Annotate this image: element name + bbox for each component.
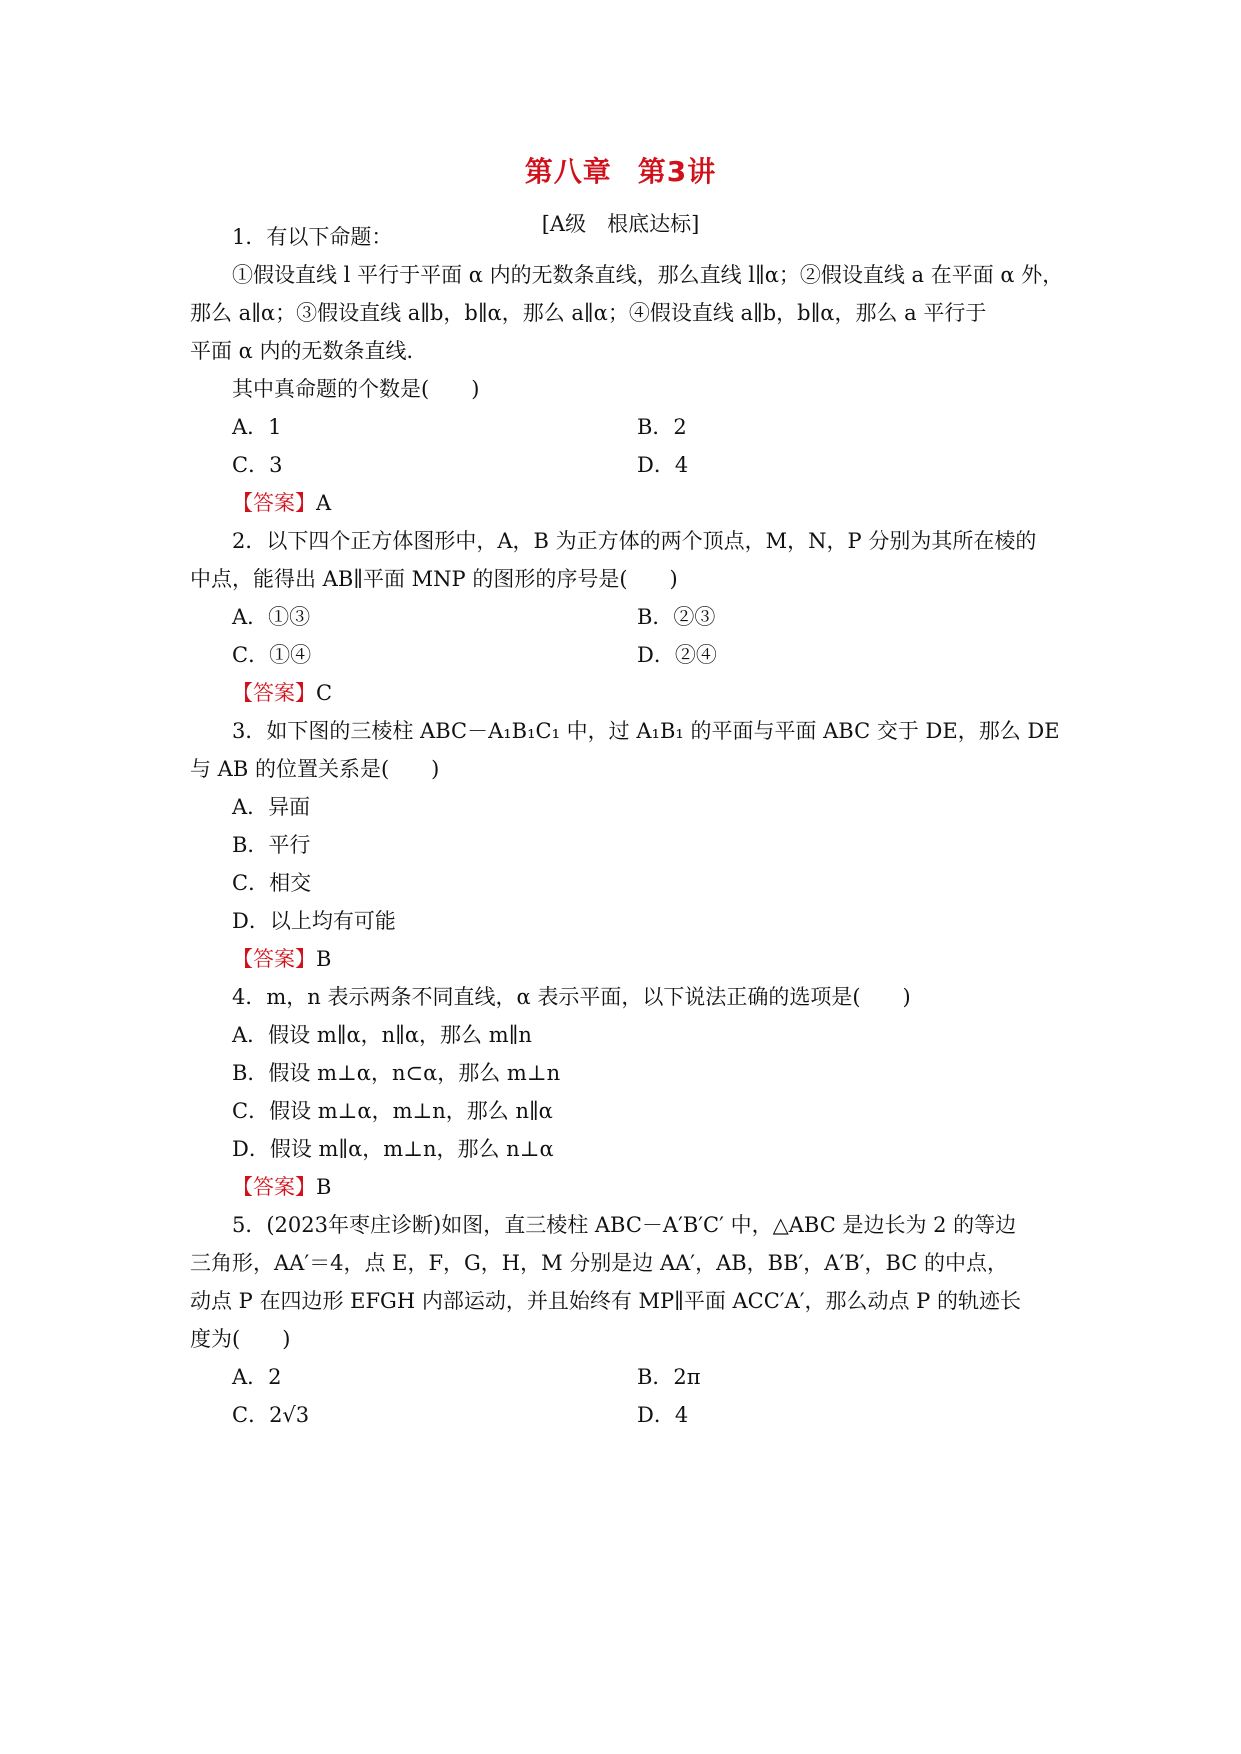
lecture-label: 第3讲 xyxy=(637,155,717,188)
q2-option-a: A．①③ xyxy=(232,605,311,629)
q5-option-b: B．2π xyxy=(637,1365,701,1389)
level-heading: [A级 根底达标] xyxy=(541,212,700,236)
q2-option-b: B．②③ xyxy=(637,605,716,629)
q2-option-d: D．②④ xyxy=(637,643,717,667)
q1-option-c: C．3 xyxy=(232,453,283,477)
q1-ask: 其中真命题的个数是( ) xyxy=(232,377,480,401)
q4-option-a: A．假设 m∥α，n∥α，那么 m∥n xyxy=(232,1023,532,1047)
q4-option-c: C．假设 m⊥α，m⊥n，那么 n∥α xyxy=(232,1099,553,1123)
q2-line2: 中点，能得出 AB∥平面 MNP 的图形的序号是( ) xyxy=(190,567,678,591)
chapter-label: 第八章 xyxy=(524,155,612,188)
q4-answer xyxy=(232,1172,331,1202)
q1-answer xyxy=(232,488,331,518)
q3-option-c: C．相交 xyxy=(232,871,312,895)
answer-tag: 【答案】 xyxy=(232,947,316,971)
q4-line1: 4．m，n 表示两条不同直线，α 表示平面，以下说法正确的选项是( ) xyxy=(232,985,911,1009)
q5-option-d: D．4 xyxy=(637,1403,689,1427)
q5-option-c: C．2√3 xyxy=(232,1403,310,1427)
q3-answer xyxy=(232,944,331,974)
q4-option-b: B．假设 m⊥α，n⊂α，那么 m⊥n xyxy=(232,1061,561,1085)
q5-line3: 动点 P 在四边形 EFGH 内部运动，并且始终有 MP∥平面 ACC′A′，那么动点 P 的轨迹长 xyxy=(190,1289,1021,1313)
q3-line1: 3．如下图的三棱柱 ABC－A₁B₁C₁ 中，过 A₁B₁ 的平面与平面 ABC 交于 DE，那么 DE xyxy=(232,719,1060,743)
q1-answer-value: A xyxy=(316,491,332,515)
q1-option-b: B．2 xyxy=(637,415,687,439)
answer-tag: 【答案】 xyxy=(232,1175,316,1199)
q3-line2: 与 AB 的位置关系是( ) xyxy=(190,757,440,781)
answer-tag: 【答案】 xyxy=(232,491,316,515)
answer-tag: 【答案】 xyxy=(232,681,316,705)
page-title xyxy=(0,150,1241,190)
q4-option-d: D．假设 m∥α，m⊥n，那么 n⊥α xyxy=(232,1137,554,1161)
q3-option-b: B．平行 xyxy=(232,833,311,857)
q2-answer xyxy=(232,678,332,708)
q1-line1: ①假设直线 l 平行于平面 α 内的无数条直线，那么直线 l∥α；②假设直线 a 在平面 α 外， xyxy=(232,263,1064,287)
q2-option-c: C．①④ xyxy=(232,643,312,667)
q3-option-d: D．以上均有可能 xyxy=(232,909,396,933)
q5-line2: 三角形，AA′＝4，点 E，F，G，H，M 分别是边 AA′，AB，BB′，A′B′，BC 的中点， xyxy=(190,1251,1009,1275)
q5-line4: 度为( ) xyxy=(190,1327,291,1351)
q4-answer-value: B xyxy=(316,1175,332,1199)
q5-option-a: A．2 xyxy=(232,1365,282,1389)
q5-line1: 5．(2023年枣庄诊断)如图，直三棱柱 ABC－A′B′C′ 中，△ABC 是边长为 2 的等边 xyxy=(232,1213,1017,1237)
q1-line2: 那么 a∥α；③假设直线 a∥b，b∥α，那么 a∥α；④假设直线 a∥b，b∥α，那么 a 平行于 xyxy=(190,301,987,325)
q1-option-d: D．4 xyxy=(637,453,689,477)
q2-answer-value: C xyxy=(316,681,333,705)
q3-answer-value: B xyxy=(316,947,332,971)
q3-option-a: A．异面 xyxy=(232,795,311,819)
q1-stem: 1．有以下命题： xyxy=(232,225,393,249)
q2-line1: 2．以下四个正方体图形中，A，B 为正方体的两个顶点，M，N，P 分别为其所在棱的 xyxy=(232,529,1037,553)
q1-option-a: A．1 xyxy=(232,415,282,439)
q1-line3: 平面 α 内的无数条直线． xyxy=(190,339,428,363)
